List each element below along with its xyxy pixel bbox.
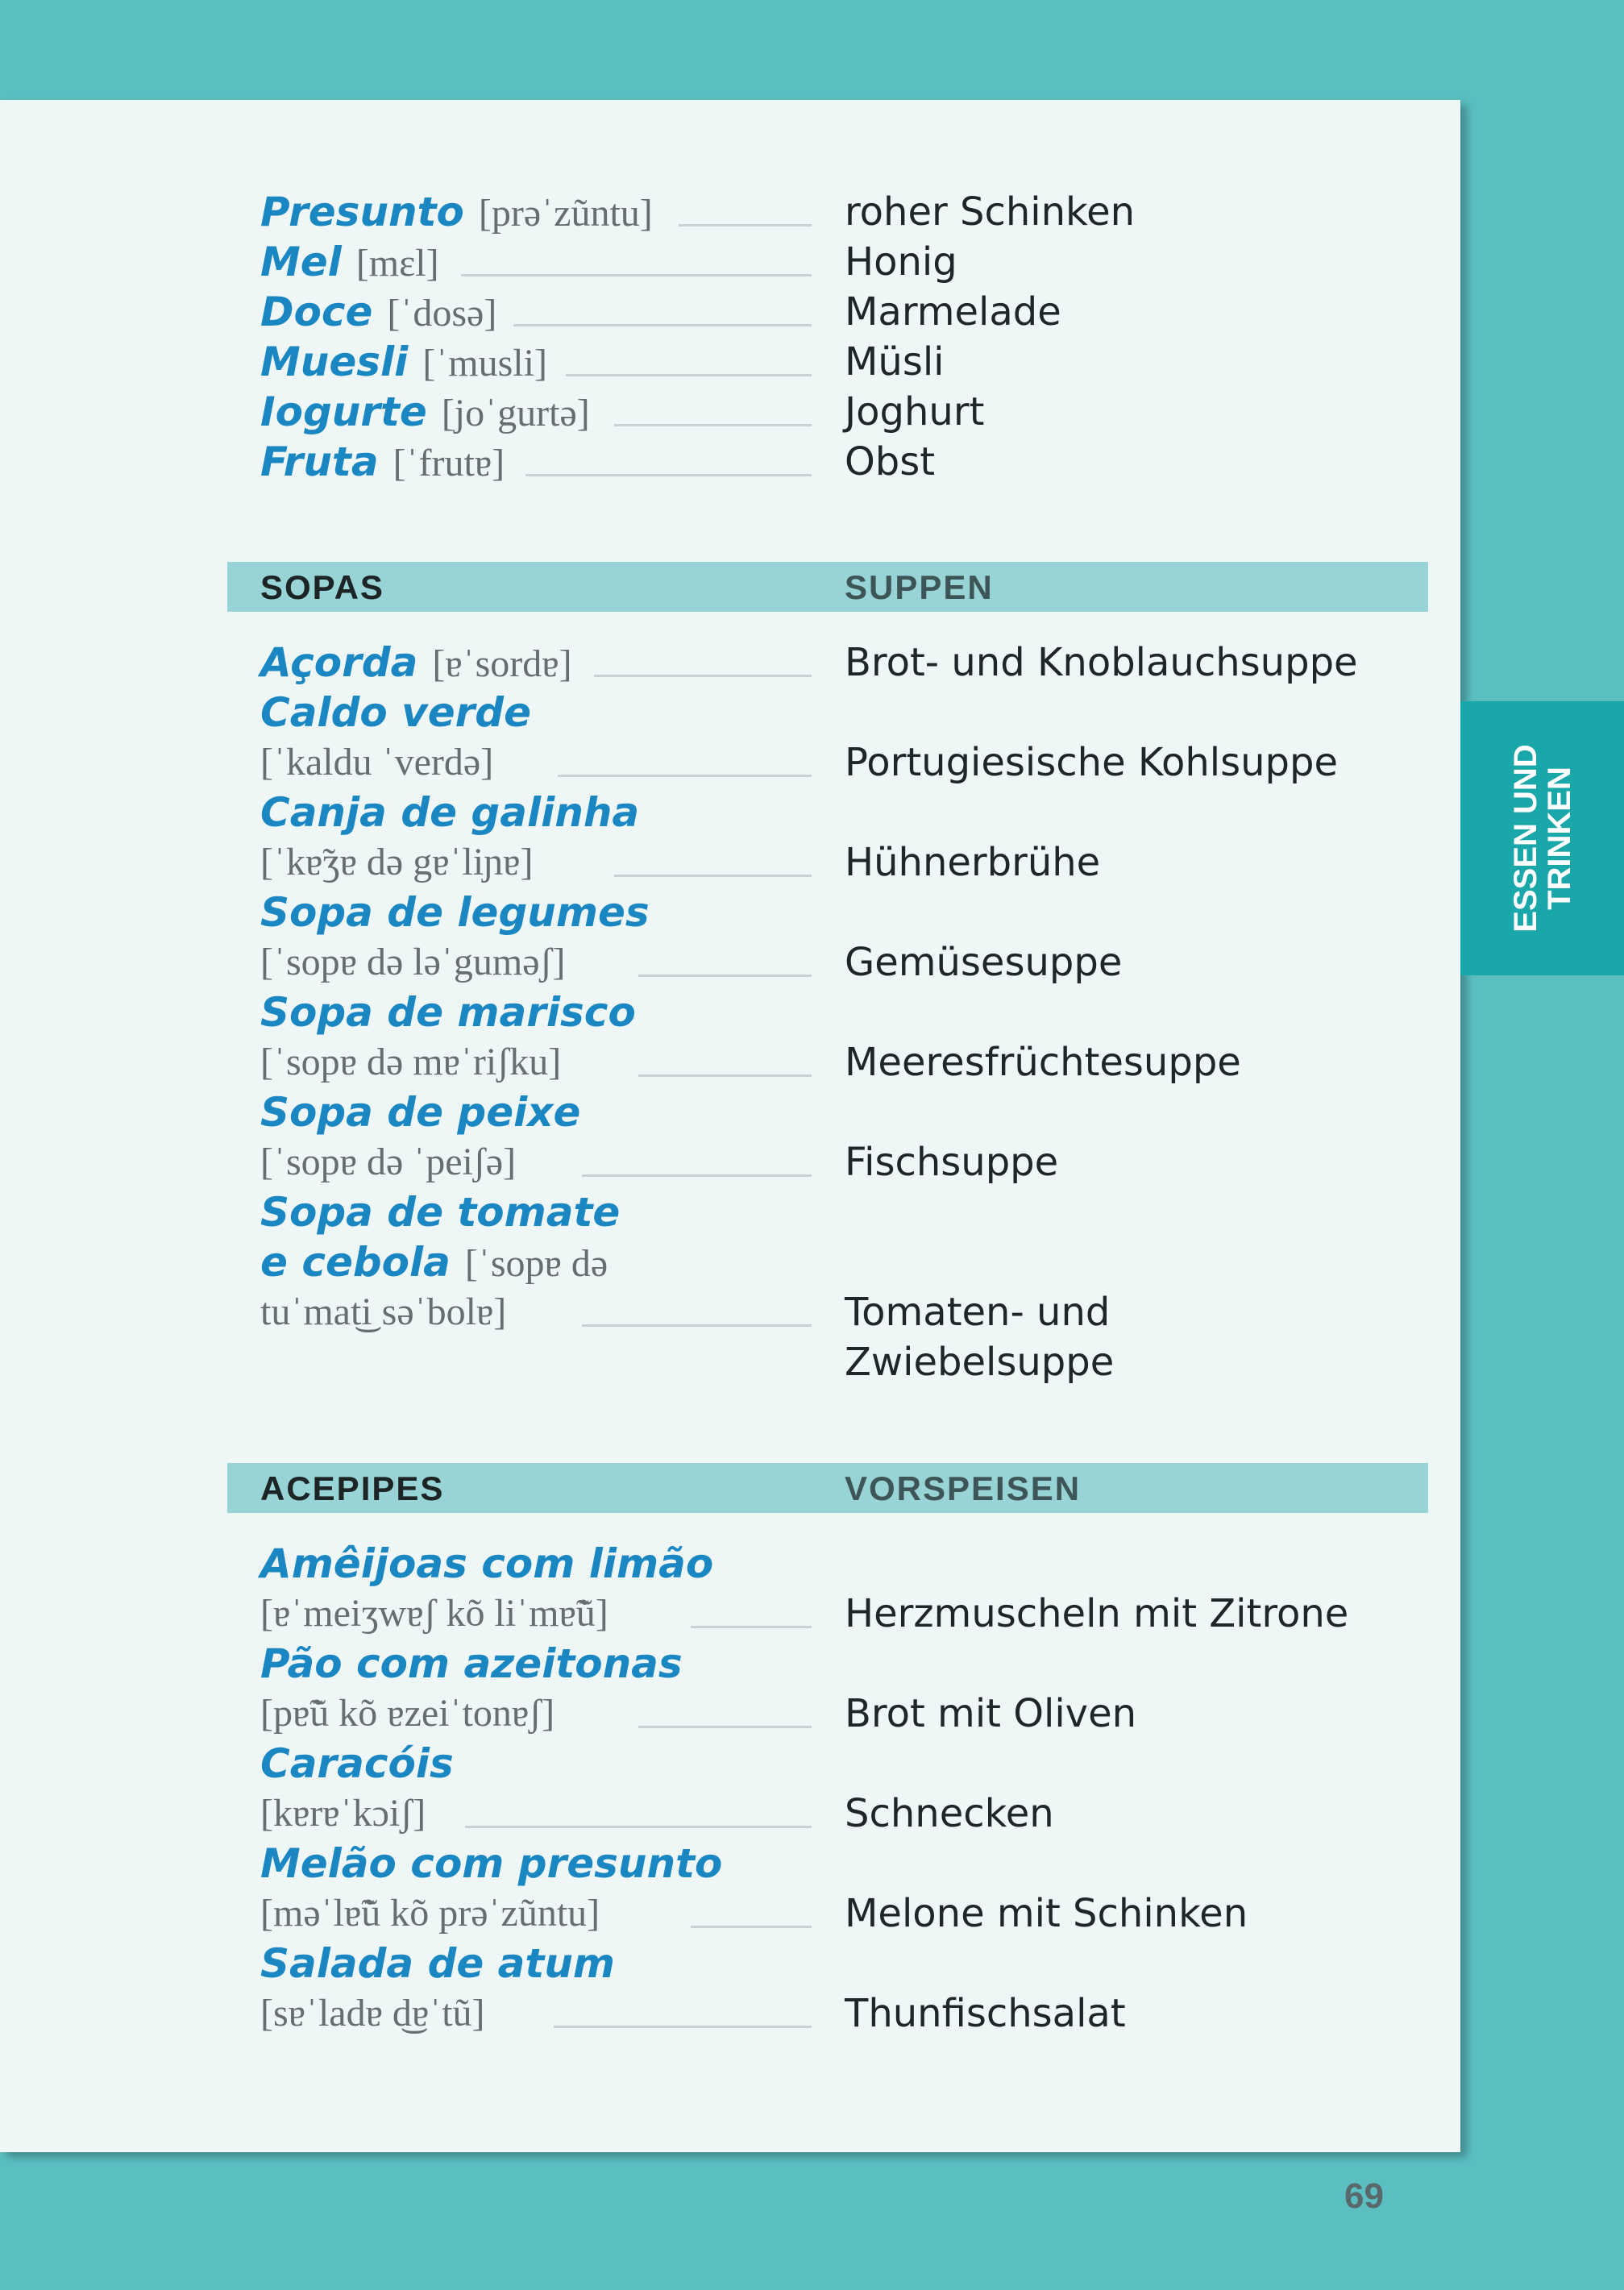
entry-translation: Müsli bbox=[845, 339, 945, 384]
list-item-pron bbox=[0, 837, 1460, 887]
leader-line bbox=[638, 1726, 812, 1728]
entry-term: Amêijoas com limão bbox=[260, 1540, 714, 1587]
term-text: Açorda bbox=[260, 639, 418, 686]
entry-pronunciation: [sɐˈladɐ d͜ɐˈtũ] bbox=[260, 1992, 485, 2034]
entry-term bbox=[260, 187, 653, 239]
entry-pronunciation: [prəˈzũntu] bbox=[478, 192, 653, 235]
entry-term: Melão com presunto bbox=[260, 1840, 723, 1887]
leader-line bbox=[691, 1926, 812, 1928]
entry-translation: Portugiesische Kohlsuppe bbox=[845, 740, 1338, 785]
list-item bbox=[0, 237, 1460, 287]
entry-term: Caracóis bbox=[260, 1740, 454, 1787]
entry-pronunciation: [ˈsopɐ də bbox=[464, 1242, 608, 1285]
entry-term: Canja de galinha bbox=[260, 789, 640, 836]
list-item bbox=[0, 987, 1460, 1037]
leader-line bbox=[582, 1174, 812, 1177]
leader-line bbox=[594, 675, 812, 677]
entry-pronunciation-cont: tuˈmat͜i səˈbolɐ] bbox=[260, 1290, 507, 1333]
entry-pronunciation: [mɛl] bbox=[355, 242, 439, 285]
leader-line bbox=[638, 975, 812, 977]
entry-pronunciation: [ɐˈsordɐ] bbox=[432, 642, 572, 685]
section-title-pt: ACEPIPES bbox=[260, 1469, 445, 1507]
entry-term: Sopa de legumes bbox=[260, 889, 650, 936]
entry-translation: Schnecken bbox=[845, 1791, 1054, 1836]
list-item bbox=[0, 887, 1460, 937]
section-tab-label-line2: TRINKEN bbox=[1541, 767, 1577, 910]
term-text: Presunto bbox=[260, 189, 464, 235]
entry-translation: Melone mit Schinken bbox=[845, 1891, 1248, 1936]
list-item-pron bbox=[0, 1989, 1460, 2039]
section-header-starters bbox=[227, 1463, 1428, 1513]
entry-translation: Marmelade bbox=[845, 289, 1061, 335]
list-item bbox=[0, 187, 1460, 237]
entry-translation: Joghurt bbox=[845, 389, 985, 434]
entry-term: Sopa de peixe bbox=[260, 1089, 581, 1136]
list-item bbox=[0, 1539, 1460, 1589]
entry-term bbox=[260, 437, 505, 488]
section-tab-label-line1: ESSEN UND bbox=[1507, 744, 1543, 933]
list-item-pron bbox=[0, 1889, 1460, 1939]
entry-pronunciation: [ɐˈmeiʒwɐʃ kõ liˈmɐ̃ũ] bbox=[260, 1592, 608, 1635]
entry-translation-cont: Zwiebelsuppe bbox=[845, 1340, 1115, 1385]
list-item bbox=[0, 1639, 1460, 1689]
entry-term: Pão com azeitonas bbox=[260, 1640, 683, 1687]
entry-pronunciation: [ˈkaldu ˈverdə] bbox=[260, 741, 494, 783]
term-text: Mel bbox=[260, 239, 342, 285]
entry-term bbox=[260, 237, 439, 289]
entry-term: Caldo verde bbox=[260, 689, 531, 736]
leader-line bbox=[679, 224, 812, 227]
entry-translation: Hühnerbrühe bbox=[845, 840, 1101, 885]
list-item-pron bbox=[0, 1287, 1460, 1337]
section-tab[interactable] bbox=[1460, 701, 1624, 975]
leader-line bbox=[513, 324, 812, 326]
list-item-pron bbox=[0, 1789, 1460, 1839]
entry-translation: Thunfischsalat bbox=[845, 1991, 1126, 2036]
entry-term: Sopa de tomate bbox=[260, 1189, 621, 1236]
entry-term bbox=[260, 638, 572, 689]
list-item bbox=[0, 1839, 1460, 1889]
term-text: Fruta bbox=[260, 438, 379, 485]
list-item-pron bbox=[0, 937, 1460, 987]
list-item-pron bbox=[0, 1137, 1460, 1187]
page-number: 69 bbox=[1344, 2176, 1384, 2216]
list-item bbox=[0, 337, 1460, 387]
entry-pronunciation: [ˈfrutɐ] bbox=[393, 442, 505, 484]
entry-translation: Herzmuscheln mit Zitrone bbox=[845, 1591, 1349, 1636]
leader-line bbox=[614, 875, 812, 877]
list-item-pron bbox=[0, 1037, 1460, 1087]
leader-line bbox=[614, 424, 812, 426]
leader-line bbox=[554, 2026, 812, 2028]
leader-line bbox=[566, 374, 812, 376]
list-item-cont bbox=[0, 1237, 1460, 1287]
section-header-soups bbox=[227, 562, 1428, 612]
list-item bbox=[0, 1087, 1460, 1137]
leader-line bbox=[638, 1074, 812, 1077]
entry-pronunciation: [ˈdosə] bbox=[387, 292, 497, 335]
list-item-trans-cont bbox=[0, 1337, 1460, 1387]
entry-translation: roher Schinken bbox=[845, 189, 1136, 235]
list-item bbox=[0, 287, 1460, 337]
term-text: Muesli bbox=[260, 339, 409, 385]
entry-pronunciation: [ˈsopɐ də ləˈguməʃ] bbox=[260, 941, 566, 983]
section-tab-label bbox=[1509, 744, 1576, 932]
leader-line bbox=[558, 775, 812, 777]
list-item bbox=[0, 688, 1460, 738]
entry-translation: Obst bbox=[845, 439, 936, 484]
entry-pronunciation: [kɐrɐˈkɔiʃ] bbox=[260, 1792, 426, 1835]
entry-pronunciation: [ˈkɐ̃ʒɐ də gɐˈliɲɐ] bbox=[260, 841, 534, 883]
entry-term bbox=[260, 387, 590, 438]
list-item-pron bbox=[0, 1589, 1460, 1639]
entry-translation: Brot mit Oliven bbox=[845, 1691, 1137, 1736]
entry-term: Sopa de marisco bbox=[260, 989, 636, 1036]
section-title-pt: SOPAS bbox=[260, 568, 384, 606]
entry-translation: Tomaten- und bbox=[845, 1290, 1111, 1335]
entry-translation: Gemüsesuppe bbox=[845, 940, 1123, 985]
list-item bbox=[0, 437, 1460, 487]
term-text: Iogurte bbox=[260, 389, 427, 435]
term-text: Doce bbox=[260, 289, 373, 335]
entry-term: Salada de atum bbox=[260, 1940, 616, 1987]
list-item bbox=[0, 788, 1460, 837]
term-text: e cebola bbox=[260, 1239, 451, 1286]
entry-translation: Fischsuppe bbox=[845, 1140, 1059, 1185]
entry-pronunciation: [pɐ̃ũ kõ ɐzeiˈtonɐʃ] bbox=[260, 1692, 555, 1735]
entry-pronunciation: [ˈmusli] bbox=[422, 342, 547, 384]
list-item bbox=[0, 638, 1460, 688]
entry-pronunciation: [məˈlɐ̃ũ kõ prəˈzũntu] bbox=[260, 1892, 600, 1935]
entry-pronunciation: [ˈsopɐ də ˈpeiʃə] bbox=[260, 1141, 517, 1183]
leader-line bbox=[525, 474, 812, 476]
section-title-de: VORSPEISEN bbox=[845, 1469, 1082, 1507]
entry-translation: Brot- und Knoblauchsuppe bbox=[845, 640, 1358, 685]
list-item bbox=[0, 1939, 1460, 1989]
list-item bbox=[0, 1187, 1460, 1237]
list-item-pron bbox=[0, 738, 1460, 788]
leader-line bbox=[465, 1826, 812, 1828]
leader-line bbox=[582, 1324, 812, 1327]
list-item bbox=[0, 1739, 1460, 1789]
leader-line bbox=[691, 1626, 812, 1628]
entry-translation: Meeresfrüchtesuppe bbox=[845, 1040, 1241, 1085]
list-item bbox=[0, 387, 1460, 437]
entry-term bbox=[260, 337, 547, 389]
entry-term-cont bbox=[260, 1237, 608, 1289]
entry-pronunciation: [joˈgurtə] bbox=[441, 392, 590, 434]
entry-translation: Honig bbox=[845, 239, 957, 285]
entry-pronunciation: [ˈsopɐ də mɐˈriʃku] bbox=[260, 1041, 562, 1083]
entry-term bbox=[260, 287, 496, 339]
list-item-pron bbox=[0, 1689, 1460, 1739]
leader-line bbox=[461, 274, 812, 276]
section-title-de: SUPPEN bbox=[845, 568, 994, 606]
